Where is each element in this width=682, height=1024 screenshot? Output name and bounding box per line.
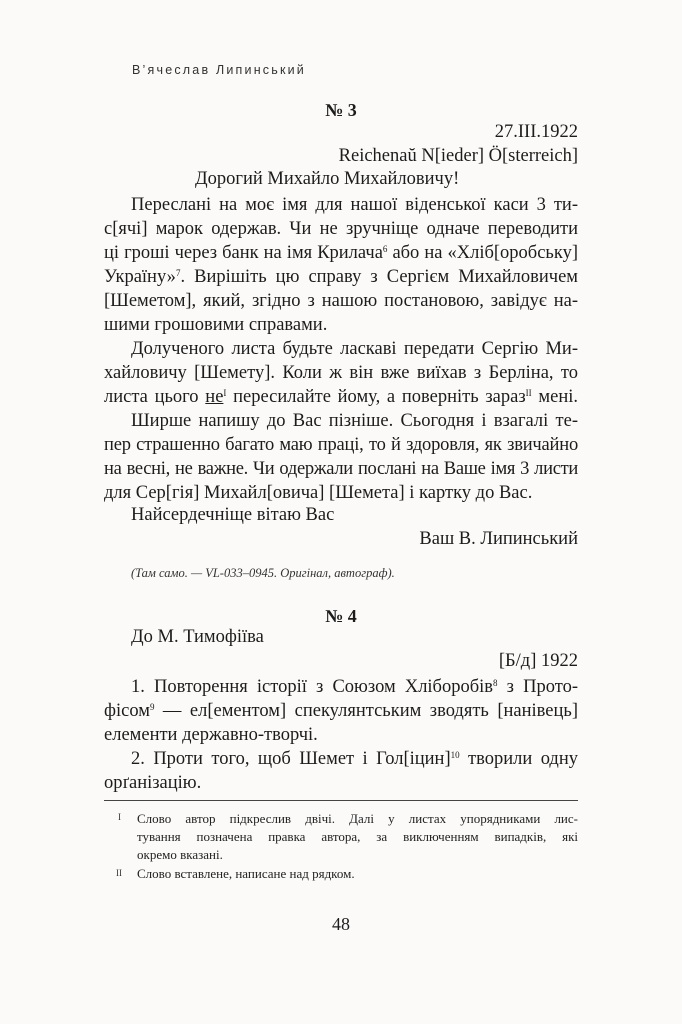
letter-3-p2-line: хайловичу [Шемету]. Коли ж він вже виїхав з Берліна, то <box>104 363 578 383</box>
footnote-ref-6: 6 <box>382 244 388 254</box>
footnote-I-line: окремо вказані. <box>137 847 223 862</box>
footnote-ref-II: II <box>525 388 532 398</box>
footnote-ref-7: 7 <box>175 268 181 278</box>
letter-3-number: № 3 <box>325 100 357 120</box>
underlined-word: не <box>205 387 224 407</box>
letter-3-p1-line: ці гроші через банк на імя Крилача$^6$ або на «Хліб[оробську] <box>104 243 578 263</box>
letter-4-p1-line: фісом$^9$ — ел[ементом] спекулянтським зводять [нанівець] <box>104 701 578 721</box>
letter-4-p1-line: 1. Повторення історії з Союзом Хліборобів$^8$ з Прото- <box>131 677 578 697</box>
footnote-separator <box>104 800 578 801</box>
letter-3-date: 27.III.1922 <box>494 122 578 142</box>
letter-3-p1-line: с[ячі] марок одержав. Чи не зручніще одначе переводити <box>104 219 578 239</box>
footnote-ref-8: 8 <box>493 678 498 688</box>
letter-3-p3-line: на весні, не важне. Чи одержали послані на Ваше імя 3 листи <box>104 459 578 479</box>
footnote-I-line: тування позначена правка автора, за виключенням випадків, які <box>137 829 578 844</box>
letter-3-p1-line: Україну»$^7$. Вирішіть цю справу з Сергієм Михайловичем <box>104 267 578 287</box>
letter-3-p2-line: Долученого листа будьте ласкаві передати Сергію Ми- <box>131 339 578 359</box>
page-number: 48 <box>332 914 350 934</box>
letter-4-addressee: До М. Тимофіїва <box>131 627 264 647</box>
letter-3-signature: Ваш В. Липинський <box>419 529 578 549</box>
footnote-I-line: Слово автор підкреслив двічі. Далі у листах упорядниками лис- <box>137 811 578 826</box>
letter-3-p1-line: Переслані на моє імя для нашої віденської каси 3 ти- <box>131 195 578 215</box>
letter-3-p3-line: для Сер[гія] Михайл[овича] [Шемета] і картку до Вас. <box>104 483 533 503</box>
letter-3-p1-line: шими грошовими справами. <box>104 315 328 335</box>
letter-4-date: [Б/д] 1922 <box>498 651 578 671</box>
footnote-mark-II: II <box>116 868 122 878</box>
footnote-ref-I: I <box>223 388 227 398</box>
letter-4-p1-line: елементи державно-творчі. <box>104 725 318 745</box>
running-head-author: В’ячеслав Липинський <box>132 63 306 77</box>
letter-4-p2-line: орґанізацію. <box>104 773 202 793</box>
letter-3-greeting: Дорогий Михайло Михайловичу! <box>195 169 460 189</box>
letter-3-p2-line: листа цього $не^I$ пересилайте йому, а поверніть зараз$^{II}$ мені. <box>104 387 578 407</box>
letter-3-source-note: (Там само. — VL-033–0945. Оригінал, автограф). <box>131 566 395 580</box>
footnote-ref-10: 10 <box>450 750 460 760</box>
letter-3-place: Reichenaŭ N[ieder] Ö[sterreich] <box>338 146 578 166</box>
letter-3-p1-line: [Шеметом], який, згідно з нашою постановою, завідує на- <box>104 291 578 311</box>
footnote-mark-I: I <box>118 812 121 822</box>
letter-4-p2-line: 2. Проти того, щоб Шемет і Гол[іцин]$^{10}$ творили одну <box>131 749 578 769</box>
footnote-II-line: Слово вставлене, написане над рядком. <box>137 866 355 881</box>
letter-3-p3-line: Ширше напишу до Вас пізніше. Сьогодня і взагалі те- <box>131 411 578 431</box>
letter-4-number: № 4 <box>325 606 357 626</box>
letter-3-p3-line: пер страшенно багато маю праці, то й здоровля, як звичайно <box>104 435 578 455</box>
letter-3-closing: Найсердечніще вітаю Вас <box>131 505 335 525</box>
footnote-ref-9: 9 <box>149 702 155 712</box>
